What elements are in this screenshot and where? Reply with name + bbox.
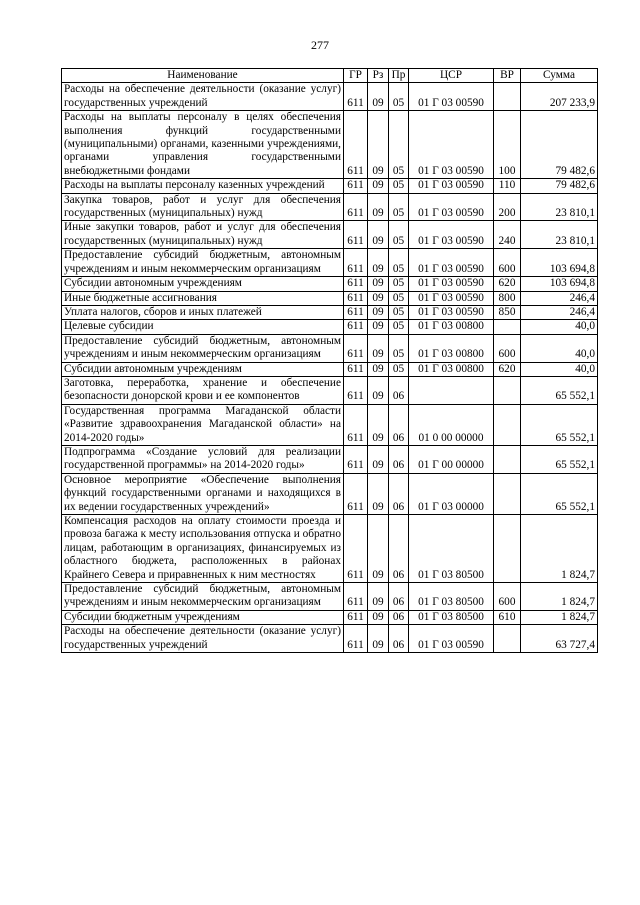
- row-csr: 01 Г 03 00000: [409, 473, 494, 514]
- row-rz: 09: [368, 83, 389, 111]
- row-gr: 611: [344, 515, 368, 583]
- row-gr: 611: [344, 83, 368, 111]
- row-sum: 65 552,1: [521, 376, 598, 404]
- table-row: [62, 193, 598, 221]
- row-csr: 01 0 00 00000: [409, 404, 494, 445]
- row-name: Субсидии бюджетным учреждениям: [62, 610, 344, 624]
- row-csr: 01 Г 03 00800: [409, 334, 494, 362]
- table-row: [62, 111, 598, 179]
- header-sum: Сумма: [521, 69, 598, 83]
- row-rz: 09: [368, 320, 389, 334]
- row-vr: 800: [494, 291, 521, 305]
- budget-table: [61, 68, 598, 653]
- row-rz: 09: [368, 376, 389, 404]
- table-row: [62, 249, 598, 277]
- row-name: Иные закупки товаров, работ и услуг для обеспечения государственных (муниципальных) нужд: [62, 221, 344, 249]
- row-csr: 01 Г 03 00590: [409, 277, 494, 291]
- row-pr: 05: [389, 291, 409, 305]
- row-vr: 600: [494, 334, 521, 362]
- table-row: [62, 625, 598, 653]
- row-sum: 40,0: [521, 362, 598, 376]
- row-rz: 09: [368, 179, 389, 193]
- row-gr: 611: [344, 376, 368, 404]
- row-gr: 611: [344, 249, 368, 277]
- row-gr: 611: [344, 320, 368, 334]
- row-pr: 06: [389, 583, 409, 611]
- row-sum: 246,4: [521, 291, 598, 305]
- row-sum: 1 824,7: [521, 583, 598, 611]
- header-pr: Пр: [389, 69, 409, 83]
- header-csr: ЦСР: [409, 69, 494, 83]
- row-vr: 850: [494, 305, 521, 319]
- row-pr: 05: [389, 111, 409, 179]
- row-vr: [494, 83, 521, 111]
- row-csr: 01 Г 03 00590: [409, 193, 494, 221]
- row-rz: 09: [368, 583, 389, 611]
- row-vr: [494, 515, 521, 583]
- table-row: [62, 473, 598, 514]
- row-rz: 09: [368, 277, 389, 291]
- table-row: [62, 515, 598, 583]
- row-gr: 611: [344, 362, 368, 376]
- row-csr: 01 Г 00 00000: [409, 445, 494, 473]
- row-name: Целевые субсидии: [62, 320, 344, 334]
- row-name: Заготовка, переработка, хранение и обеспечение безопасности донорской крови и ее компонентов: [62, 376, 344, 404]
- row-gr: 611: [344, 473, 368, 514]
- table-row: [62, 334, 598, 362]
- table-row: [62, 362, 598, 376]
- header-vr: ВР: [494, 69, 521, 83]
- table-row: [62, 376, 598, 404]
- row-name: Расходы на обеспечение деятельности (оказание услуг) государственных учреждений: [62, 625, 344, 653]
- row-name: Предоставление субсидий бюджетным, автономным учреждениям и иным некоммерческим организациям: [62, 249, 344, 277]
- table-row: [62, 291, 598, 305]
- row-csr: 01 Г 03 00590: [409, 179, 494, 193]
- row-name: Расходы на выплаты персоналу казенных учреждений: [62, 179, 344, 193]
- header-row: [62, 69, 598, 83]
- row-sum: 65 552,1: [521, 445, 598, 473]
- row-vr: 620: [494, 277, 521, 291]
- row-sum: 79 482,6: [521, 179, 598, 193]
- row-gr: 611: [344, 305, 368, 319]
- row-csr: 01 Г 03 00590: [409, 291, 494, 305]
- row-rz: 09: [368, 334, 389, 362]
- row-sum: 103 694,8: [521, 249, 598, 277]
- row-gr: 611: [344, 610, 368, 624]
- row-rz: 09: [368, 291, 389, 305]
- row-vr: 200: [494, 193, 521, 221]
- row-pr: 06: [389, 445, 409, 473]
- row-rz: 09: [368, 221, 389, 249]
- row-rz: 09: [368, 305, 389, 319]
- row-name: Предоставление субсидий бюджетным, автономным учреждениям и иным некоммерческим организациям: [62, 583, 344, 611]
- row-vr: 610: [494, 610, 521, 624]
- row-rz: 09: [368, 473, 389, 514]
- row-gr: 611: [344, 179, 368, 193]
- row-name: Государственная программа Магаданской области «Развитие здравоохранения Магаданской области» на 2014-2020 годы»: [62, 404, 344, 445]
- table-row: [62, 610, 598, 624]
- row-sum: 23 810,1: [521, 193, 598, 221]
- row-gr: 611: [344, 625, 368, 653]
- row-csr: [409, 376, 494, 404]
- row-gr: 611: [344, 277, 368, 291]
- row-pr: 06: [389, 473, 409, 514]
- row-vr: [494, 473, 521, 514]
- table-row: [62, 320, 598, 334]
- row-gr: 611: [344, 291, 368, 305]
- row-name: Уплата налогов, сборов и иных платежей: [62, 305, 344, 319]
- table-row: [62, 445, 598, 473]
- table-row: [62, 83, 598, 111]
- row-vr: [494, 320, 521, 334]
- row-gr: 611: [344, 111, 368, 179]
- header-gr: ГР: [344, 69, 368, 83]
- row-vr: 240: [494, 221, 521, 249]
- row-pr: 05: [389, 193, 409, 221]
- row-sum: 40,0: [521, 320, 598, 334]
- row-sum: 40,0: [521, 334, 598, 362]
- row-rz: 09: [368, 404, 389, 445]
- row-csr: 01 Г 03 00590: [409, 83, 494, 111]
- row-pr: 06: [389, 625, 409, 653]
- row-sum: 23 810,1: [521, 221, 598, 249]
- row-pr: 06: [389, 515, 409, 583]
- row-rz: 09: [368, 193, 389, 221]
- row-vr: [494, 404, 521, 445]
- row-sum: 246,4: [521, 305, 598, 319]
- row-rz: 09: [368, 445, 389, 473]
- row-csr: 01 Г 03 00590: [409, 111, 494, 179]
- row-name: Компенсация расходов на оплату стоимости проезда и провоза багажа к месту использования отпуска и обратно лицам, работающим в организациях, финансируемых из областного бюджета, расположенных в районах Крайнего Севера и приравненных к ним местностях: [62, 515, 344, 583]
- row-rz: 09: [368, 249, 389, 277]
- row-vr: [494, 376, 521, 404]
- row-pr: 05: [389, 83, 409, 111]
- row-vr: [494, 445, 521, 473]
- row-sum: 1 824,7: [521, 610, 598, 624]
- row-pr: 06: [389, 376, 409, 404]
- row-csr: 01 Г 03 00590: [409, 625, 494, 653]
- row-csr: 01 Г 03 00590: [409, 305, 494, 319]
- row-name: Субсидии автономным учреждениям: [62, 277, 344, 291]
- row-sum: 207 233,9: [521, 83, 598, 111]
- table-row: [62, 305, 598, 319]
- row-gr: 611: [344, 445, 368, 473]
- row-name: Субсидии автономным учреждениям: [62, 362, 344, 376]
- row-rz: 09: [368, 111, 389, 179]
- row-name: Подпрограмма «Создание условий для реализации государственной программы» на 2014-2020 годы»: [62, 445, 344, 473]
- row-pr: 06: [389, 404, 409, 445]
- page-number: 277: [311, 38, 329, 52]
- table-row: [62, 221, 598, 249]
- row-csr: 01 Г 03 00590: [409, 249, 494, 277]
- row-gr: 611: [344, 404, 368, 445]
- row-sum: 103 694,8: [521, 277, 598, 291]
- row-vr: 600: [494, 249, 521, 277]
- row-sum: 79 482,6: [521, 111, 598, 179]
- row-vr: 110: [494, 179, 521, 193]
- row-vr: 620: [494, 362, 521, 376]
- row-rz: 09: [368, 515, 389, 583]
- row-rz: 09: [368, 625, 389, 653]
- row-name: Предоставление субсидий бюджетным, автономным учреждениям и иным некоммерческим организациям: [62, 334, 344, 362]
- row-gr: 611: [344, 221, 368, 249]
- row-rz: 09: [368, 362, 389, 376]
- row-gr: 611: [344, 583, 368, 611]
- row-rz: 09: [368, 610, 389, 624]
- row-pr: 05: [389, 362, 409, 376]
- table-row: [62, 583, 598, 611]
- row-csr: 01 Г 03 80500: [409, 610, 494, 624]
- row-name: Иные бюджетные ассигнования: [62, 291, 344, 305]
- row-name: Основное мероприятие «Обеспечение выполнения функций государственными органами и находящихся в их ведении государственных учреждений»: [62, 473, 344, 514]
- header-rz: Рз: [368, 69, 389, 83]
- row-pr: 05: [389, 249, 409, 277]
- row-csr: 01 Г 03 00800: [409, 362, 494, 376]
- row-pr: 05: [389, 305, 409, 319]
- row-sum: 65 552,1: [521, 404, 598, 445]
- row-csr: 01 Г 03 00590: [409, 221, 494, 249]
- row-pr: 06: [389, 610, 409, 624]
- row-vr: [494, 625, 521, 653]
- row-pr: 05: [389, 334, 409, 362]
- header-name: Наименование: [62, 69, 344, 83]
- row-sum: 1 824,7: [521, 515, 598, 583]
- row-vr: 600: [494, 583, 521, 611]
- row-csr: 01 Г 03 80500: [409, 583, 494, 611]
- row-pr: 05: [389, 320, 409, 334]
- row-name: Расходы на выплаты персоналу в целях обеспечения выполнения функций государственными (муниципальными) органами, казенными учреждениями, органами управления государственными внебюджетными фондами: [62, 111, 344, 179]
- row-pr: 05: [389, 179, 409, 193]
- row-gr: 611: [344, 334, 368, 362]
- row-pr: 05: [389, 277, 409, 291]
- table-row: [62, 179, 598, 193]
- table-row: [62, 404, 598, 445]
- row-pr: 05: [389, 221, 409, 249]
- row-csr: 01 Г 03 80500: [409, 515, 494, 583]
- row-csr: 01 Г 03 00800: [409, 320, 494, 334]
- row-sum: 65 552,1: [521, 473, 598, 514]
- row-name: Закупка товаров, работ и услуг для обеспечения государственных (муниципальных) нужд: [62, 193, 344, 221]
- row-name: Расходы на обеспечение деятельности (оказание услуг) государственных учреждений: [62, 83, 344, 111]
- row-sum: 63 727,4: [521, 625, 598, 653]
- table-row: [62, 277, 598, 291]
- row-gr: 611: [344, 193, 368, 221]
- row-vr: 100: [494, 111, 521, 179]
